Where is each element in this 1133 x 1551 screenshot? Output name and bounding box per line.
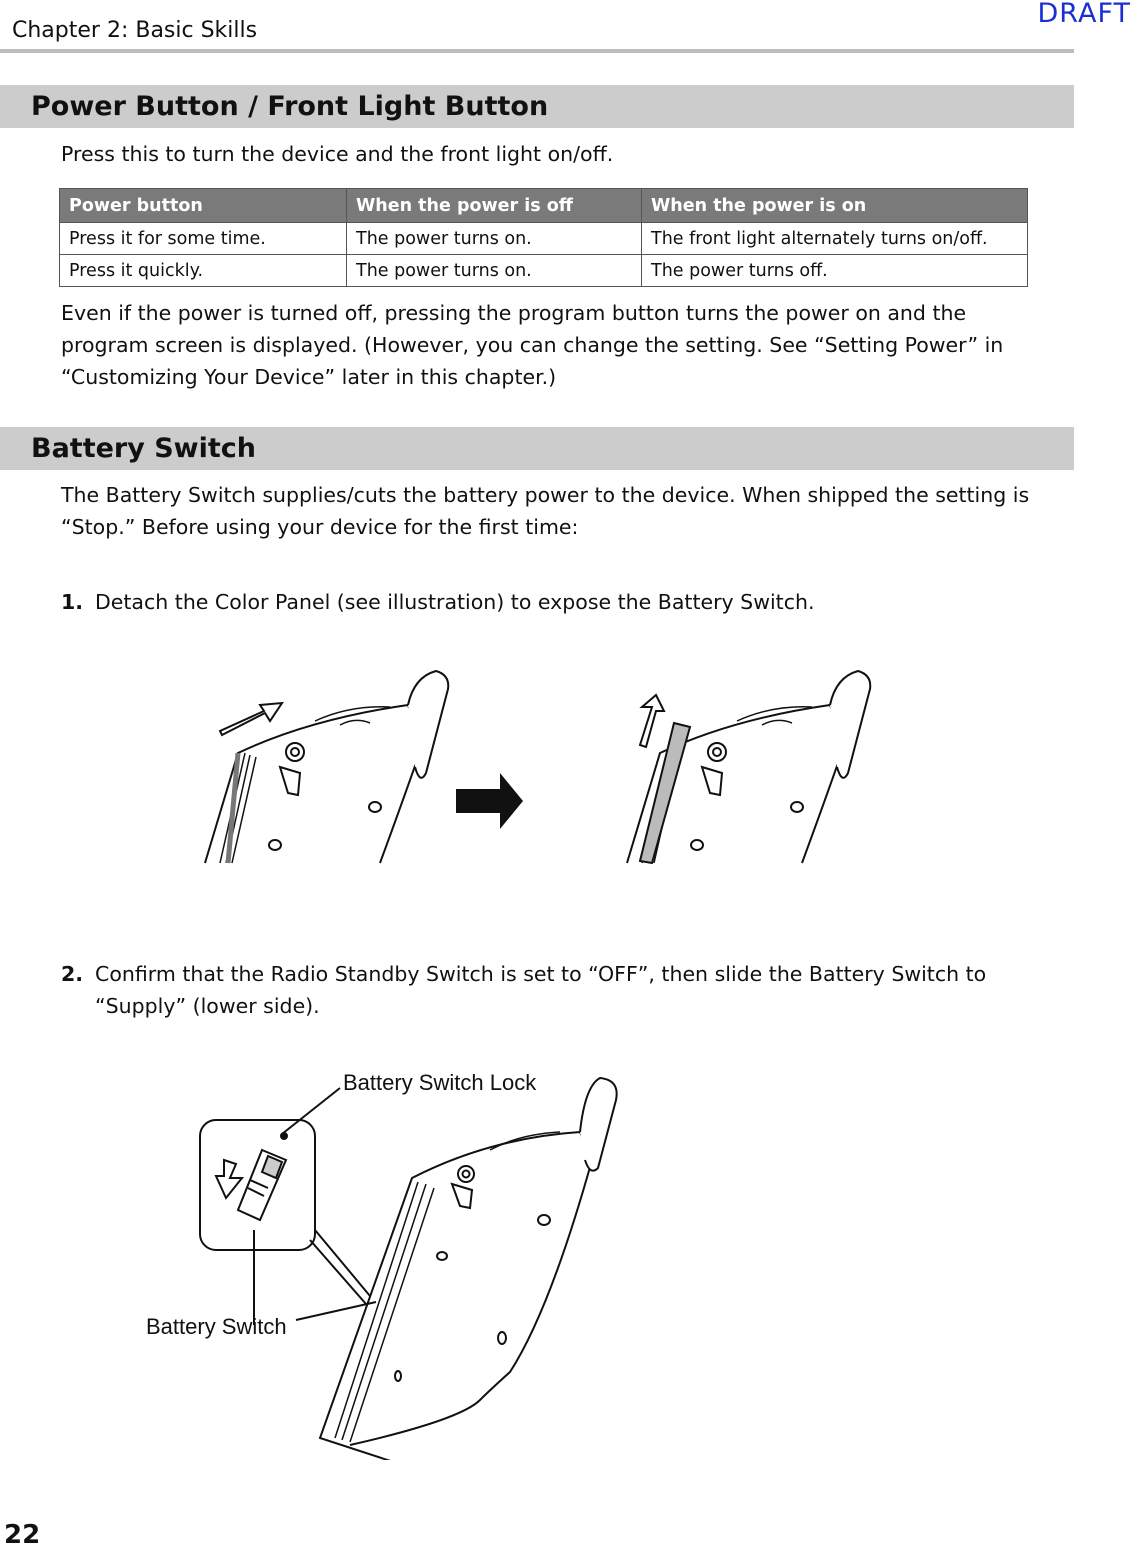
step-text: Detach the Color Panel (see illustration) to expose the Battery Switch.	[95, 590, 815, 614]
step-2	[61, 958, 1071, 1022]
table-row	[60, 223, 1028, 255]
detach-panel-illustration	[190, 655, 890, 870]
table-cell: The power turns off.	[642, 255, 1028, 287]
table-cell: The front light alternately turns on/off.	[642, 223, 1028, 255]
table-cell: Press it quickly.	[60, 255, 347, 287]
battery-switch-label: Battery Switch	[146, 1314, 287, 1339]
section-battery-switch	[0, 427, 1074, 470]
battery-switch-illustration	[190, 1060, 640, 1460]
section-power-button	[0, 85, 1074, 128]
column-header: When the power is on	[642, 189, 1028, 223]
step-number: 2.	[61, 962, 84, 986]
table-cell: The power turns on.	[347, 223, 642, 255]
section-title: Power Button / Front Light Button	[31, 91, 549, 122]
table-header-row	[60, 189, 1028, 223]
arrow-right-icon	[456, 773, 523, 829]
step-number: 1.	[61, 590, 84, 614]
step-1	[61, 586, 1071, 618]
page-number: 22	[4, 1520, 41, 1550]
draft-watermark: DRAFT	[1037, 0, 1131, 29]
power-button-table	[59, 188, 1028, 287]
power-intro: Press this to turn the device and the front light on/off.	[61, 142, 614, 166]
column-header: When the power is off	[347, 189, 642, 223]
table-row	[60, 255, 1028, 287]
power-note: Even if the power is turned off, pressing the program button turns the power on and the program screen is displayed. (However, you can change the setting. See “Setting Power” in “Customizing Your Device” later in this chapter.)	[61, 301, 1004, 389]
step-text: Confirm that the Radio Standby Switch is set to “OFF”, then slide the Battery Switch to “Supply” (lower side).	[95, 962, 987, 1018]
table-cell: The power turns on.	[347, 255, 642, 287]
table-cell: Press it for some time.	[60, 223, 347, 255]
battery-intro: The Battery Switch supplies/cuts the battery power to the device. When shipped the setting is “Stop.” Before using your device for the first time:	[61, 483, 1030, 539]
header-rule	[0, 49, 1074, 53]
battery-switch-lock-label: Battery Switch Lock	[343, 1070, 537, 1095]
chapter-header: Chapter 2: Basic Skills	[12, 18, 258, 43]
section-title: Battery Switch	[31, 433, 257, 464]
column-header: Power button	[60, 189, 347, 223]
